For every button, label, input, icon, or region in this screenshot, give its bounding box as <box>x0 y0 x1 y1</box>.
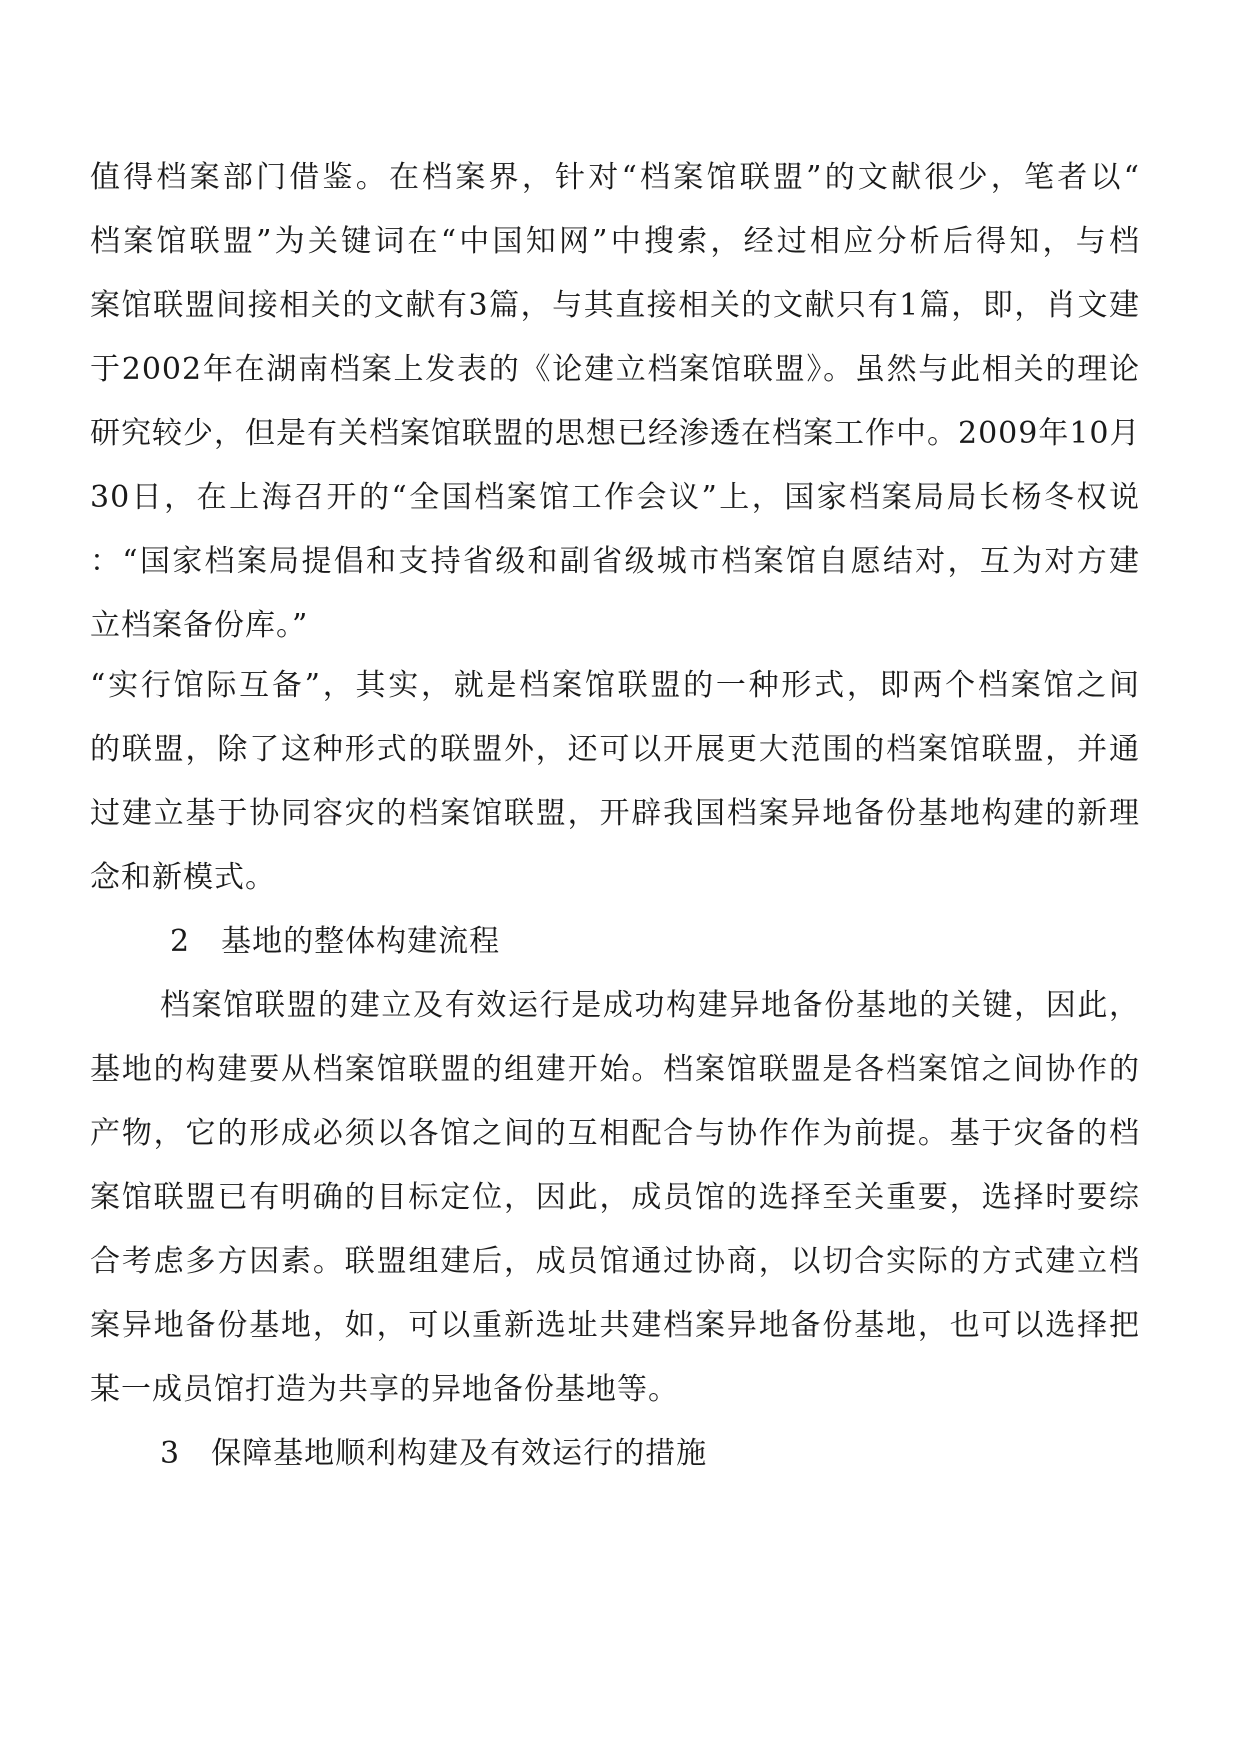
text-line: 值得档案部门借鉴。在档案界，针对“档案馆联盟”的文献很少，笔者以“ <box>90 160 1140 195</box>
text-line: 研究较少，但是有关档案馆联盟的思想已经渗透在档案工作中。2009年10月 <box>90 416 1141 451</box>
text-line: “实行馆际互备”，其实，就是档案馆联盟的一种形式，即两个档案馆之间 <box>90 668 1140 703</box>
section-heading-3: 3 保障基地顺利构建及有效运行的措施 <box>160 1436 708 1471</box>
text-line: 立档案备份库。” <box>90 608 309 643</box>
text-line: 于2002年在湖南档案上发表的《论建立档案馆联盟》。虽然与此相关的理论 <box>90 352 1140 387</box>
text-line: 案异地备份基地，如，可以重新选址共建档案异地备份基地，也可以选择把 <box>90 1308 1140 1343</box>
text-line: 基地的构建要从档案馆联盟的组建开始。档案馆联盟是各档案馆之间协作的 <box>90 1052 1140 1087</box>
text-line: 合考虑多方因素。联盟组建后，成员馆通过协商，以切合实际的方式建立档 <box>90 1244 1140 1279</box>
text-line: 某一成员馆打造为共享的异地备份基地等。 <box>90 1372 679 1407</box>
text-line: 产物，它的形成必须以各馆之间的互相配合与协作作为前提。基于灾备的档 <box>90 1116 1140 1151</box>
text-line: ：“国家档案局提倡和支持省级和副省级城市档案馆自愿结对，互为对方建 <box>90 544 1140 579</box>
text-line: 30日，在上海召开的“全国档案馆工作会议”上，国家档案局局长杨冬权说 <box>90 480 1140 515</box>
section-heading-2: 2 基地的整体构建流程 <box>170 924 501 959</box>
text-line: 的联盟，除了这种形式的联盟外，还可以开展更大范围的档案馆联盟，并通 <box>90 732 1140 767</box>
text-line: 档案馆联盟”为关键词在“中国知网”中搜索，经过相应分析后得知，与档 <box>90 224 1140 259</box>
text-line: 念和新模式。 <box>90 860 276 895</box>
text-line: 档案馆联盟的建立及有效运行是成功构建异地备份基地的关键，因此， <box>160 988 1140 1023</box>
text-line: 案馆联盟已有明确的目标定位，因此，成员馆的选择至关重要，选择时要综 <box>90 1180 1140 1215</box>
text-line: 过建立基于协同容灾的档案馆联盟，开辟我国档案异地备份基地构建的新理 <box>90 796 1140 831</box>
text-line: 案馆联盟间接相关的文献有3篇，与其直接相关的文献只有1篇，即，肖文建 <box>90 288 1140 323</box>
